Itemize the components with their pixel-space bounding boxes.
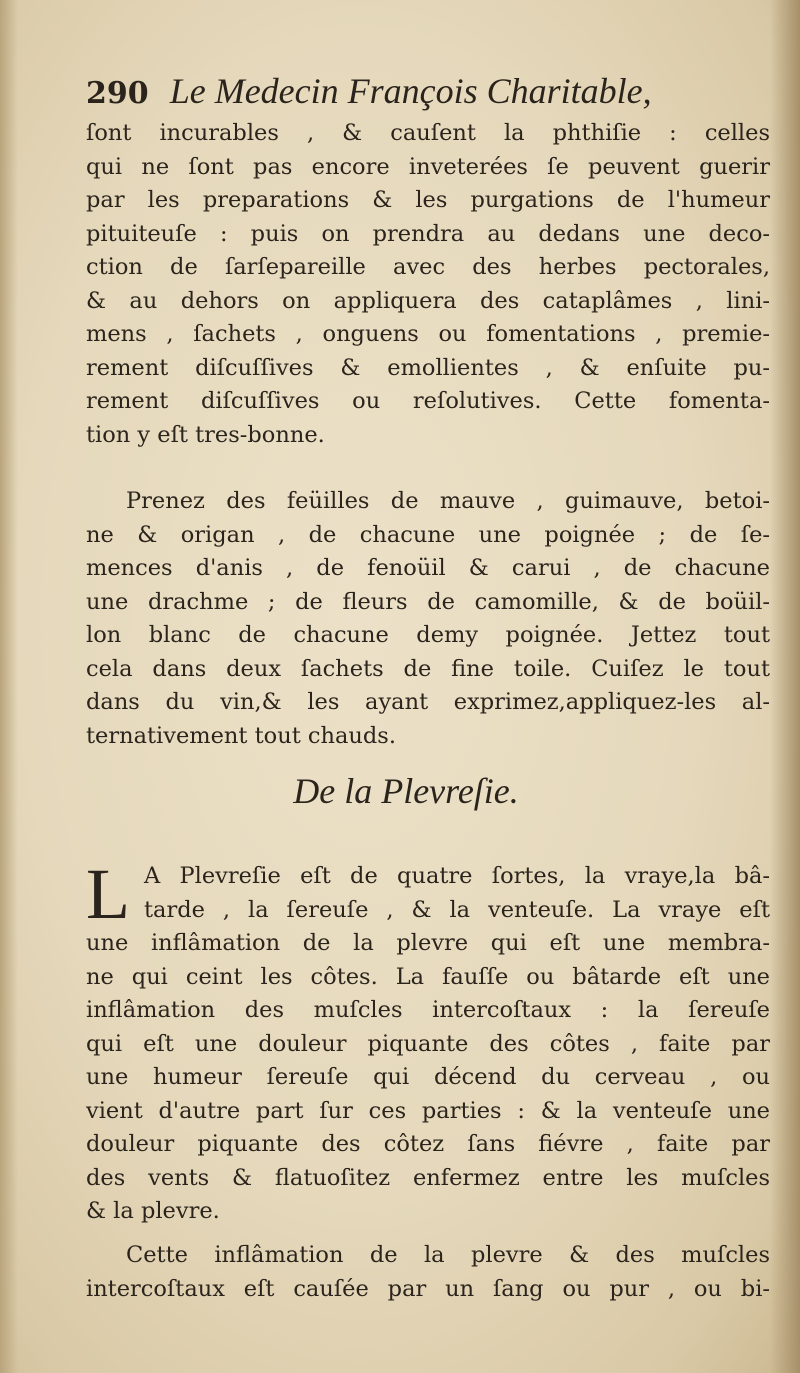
text-line: rement diſcuſſives ou reſolutives. Cette fomenta- xyxy=(86,388,770,414)
paragraph-2 xyxy=(86,485,770,753)
text-line: cela dans deux ſachets de fine toile. Cuiſez le tout xyxy=(86,655,770,682)
text-line: intercoſtaux eſt cauſée par un ſang ou pur , ou bi- xyxy=(86,1275,770,1302)
text-line: dans du vin,& les ayant exprimez,appliquez-les al- xyxy=(86,689,770,715)
text-line: ternativement tout chauds. xyxy=(86,722,396,749)
text-line: rement diſcuſſives & emollientes , & enſuite pu- xyxy=(86,354,770,381)
paragraph-3 xyxy=(86,854,770,1229)
text-line: une drachme ; de fleurs de camomille, & de boüil- xyxy=(86,588,770,615)
text-line: une inflâmation de la plevre qui eſt une membra- xyxy=(86,930,770,956)
paragraph-1 xyxy=(86,117,770,452)
text-line: tarde , la ſereuſe , & la venteuſe. La vraye eſt xyxy=(144,896,770,923)
text-line: & la plevre. xyxy=(86,1198,220,1224)
text-line: douleur piquante des côtez ſans fiévre , faite par xyxy=(86,1131,770,1157)
running-head xyxy=(86,70,726,118)
text-line: mences d'anis , de fenoüil & carui , de chacune xyxy=(86,555,770,581)
text-line: ne & origan , de chacune une poignée ; de ſe- xyxy=(86,521,770,548)
text-line: & au dehors on appliquera des cataplâmes , lini- xyxy=(86,287,770,314)
text-line: A Plevreſie eſt de quatre ſortes, la vraye,la bâ- xyxy=(144,863,770,889)
page-shadow-right xyxy=(770,0,800,1373)
text-line: lon blanc de chacune demy poignée. Jettez tout xyxy=(86,622,770,648)
page-number: 290 xyxy=(86,76,149,111)
text-line: qui ne ſont pas encore inveterées ſe peuvent guerir xyxy=(86,153,770,180)
text-line: vient d'autre part ſur ces parties : & la venteuſe une xyxy=(86,1097,770,1124)
text-line: des vents & flatuoſitez enfermez entre les muſcles xyxy=(86,1164,770,1191)
text-line: une humeur ſereuſe qui décend du cerveau , ou xyxy=(86,1064,770,1090)
text-line: par les preparations & les purgations de l'humeur xyxy=(86,187,770,213)
text-line: ne qui ceint les côtes. La fauſſe ou bâtarde eſt une xyxy=(86,963,770,990)
text-line: ſont incurables , & cauſent la phthiſie : celles xyxy=(86,120,770,146)
paragraph-4 xyxy=(86,1239,770,1306)
text-line: mens , ſachets , onguens ou fomentations , premie- xyxy=(86,321,770,347)
section-heading: De la Plevreſie. xyxy=(293,771,519,811)
text-line: pituiteuſe : puis on prendra au dedans une deco- xyxy=(86,220,770,247)
drop-cap: L xyxy=(86,854,130,934)
running-title: Le Medecin François Charitable, xyxy=(169,71,652,111)
text-line: inflâmation des muſcles intercoſtaux : la ſereuſe xyxy=(86,997,770,1023)
page-shadow-left xyxy=(0,0,18,1373)
text-line: tion y eſt tres-bonne. xyxy=(86,421,325,448)
text-line: ction de ſarſepareille avec des herbes pectorales, xyxy=(86,254,770,280)
text-line: Prenez des feüilles de mauve , guimauve, betoi- xyxy=(126,488,770,514)
text-line: qui eſt une douleur piquante des côtes , faite par xyxy=(86,1030,770,1057)
text-line: Cette inflâmation de la plevre & des muſcles xyxy=(126,1242,770,1268)
